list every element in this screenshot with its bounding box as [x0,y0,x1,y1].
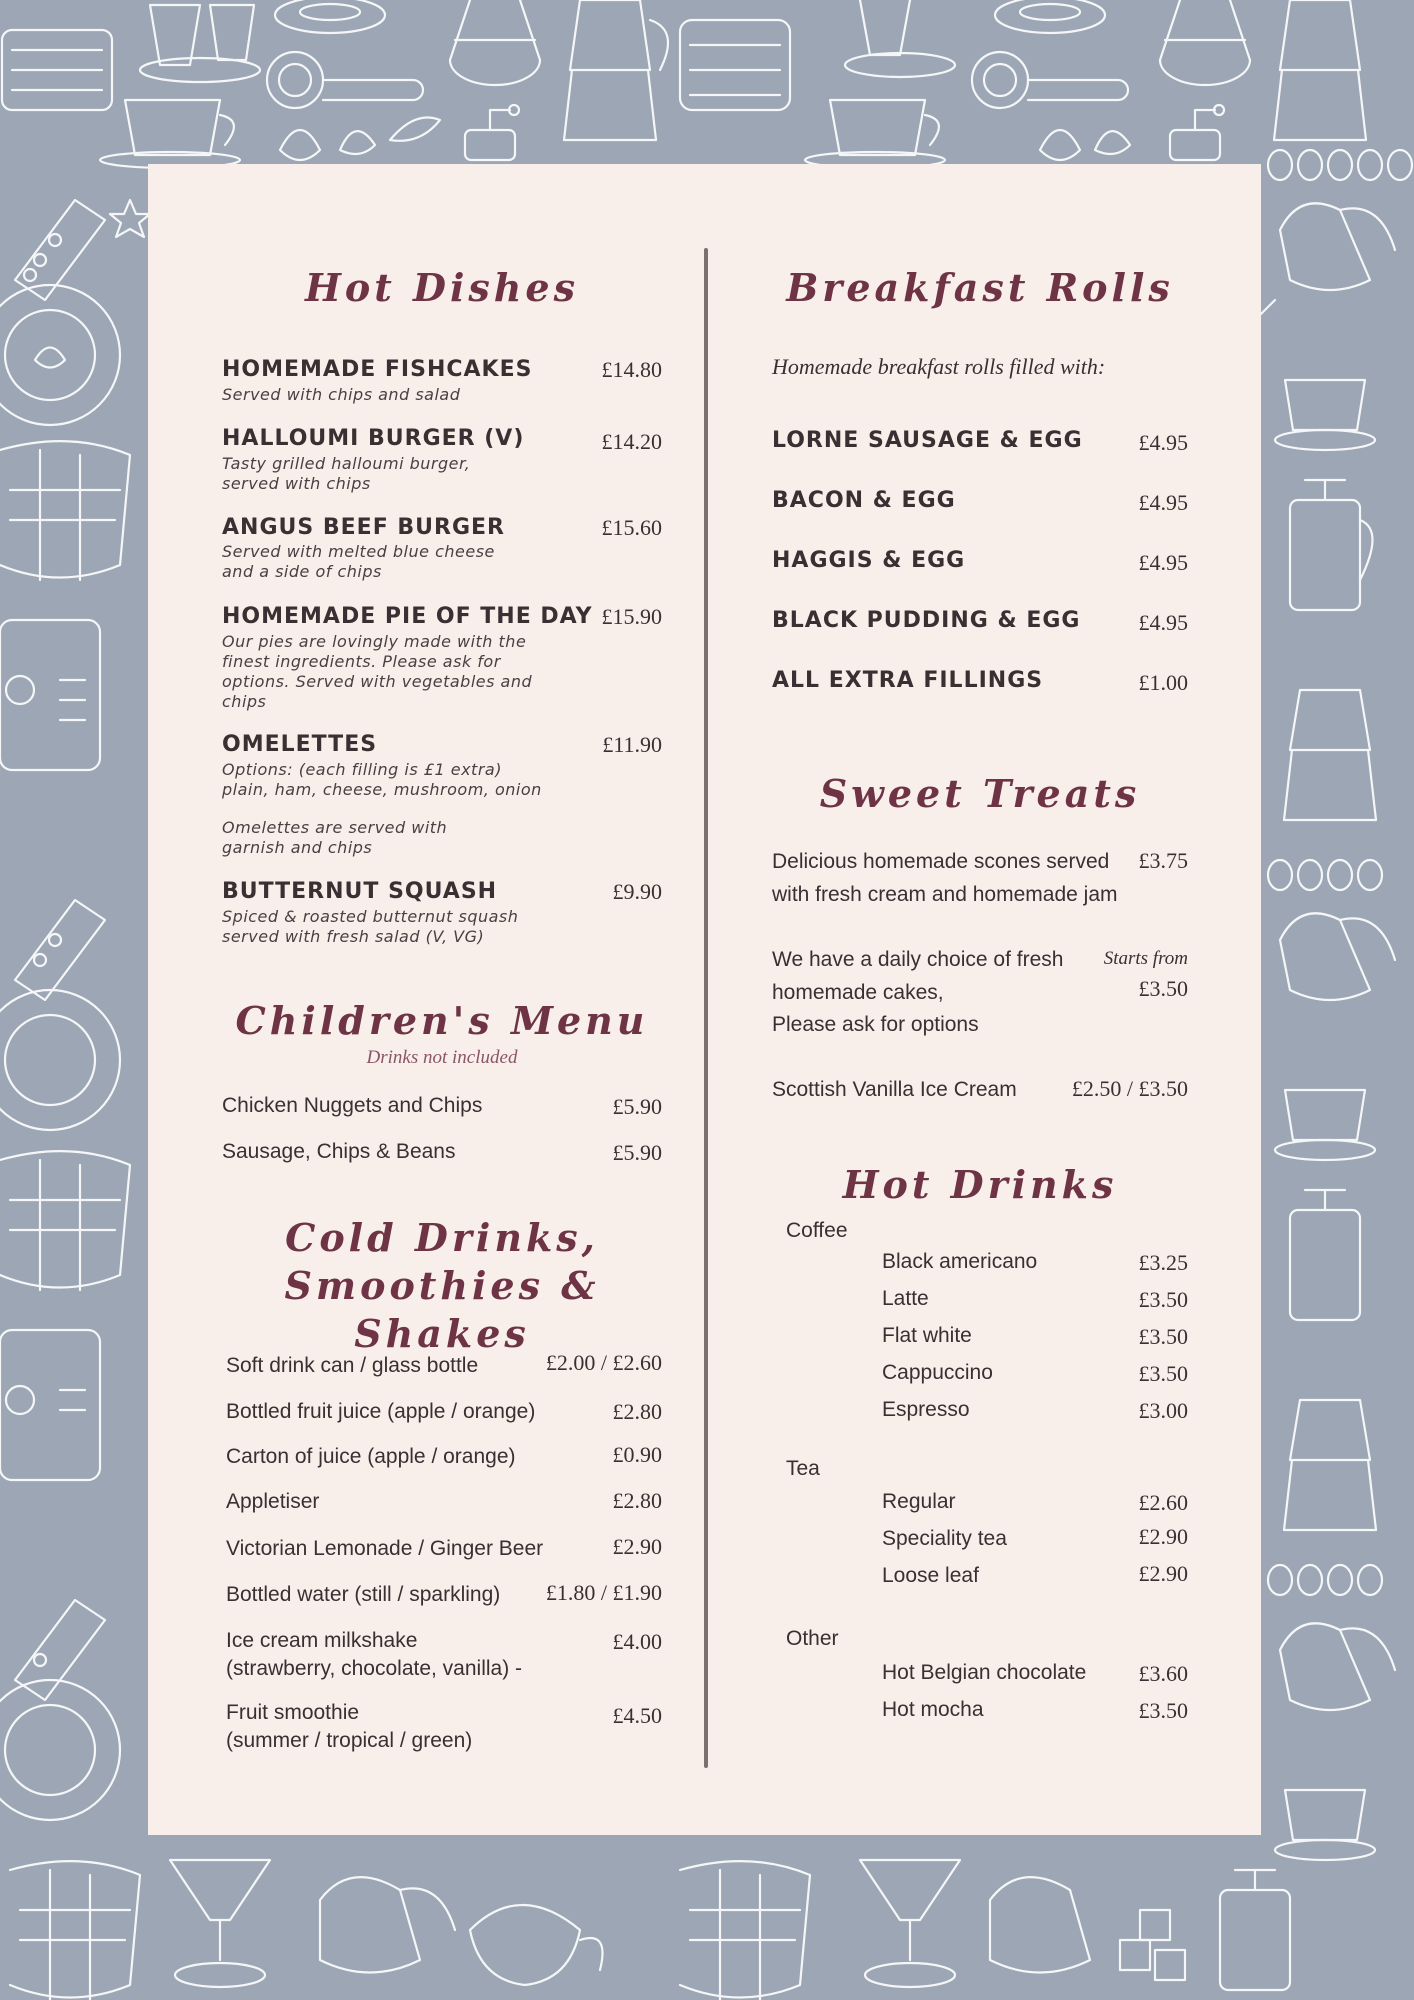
item-description: chips [222,692,267,711]
item-name: (summer / tropical / green) [226,1729,473,1752]
item-price: £4.50 [612,1703,662,1728]
item-price: £2.90 [1138,1561,1188,1586]
item-price: £3.60 [1138,1661,1188,1686]
item-name: BLACK PUDDING & EGG [772,608,1081,633]
item-price: £4.95 [1138,610,1188,635]
childrens-menu-heading: Children's Menu [235,998,649,1043]
item-name: Regular [882,1490,956,1513]
menu-card [148,164,1261,1835]
item-description: Tasty grilled halloumi burger, [222,454,471,473]
item-description: Served with chips and salad [222,385,461,404]
item-price: £2.90 [612,1534,662,1559]
item-name: Espresso [882,1398,970,1421]
breakfast-rolls-heading: Breakfast Rolls [786,265,1174,310]
item-description: Our pies are lovingly made with the [222,632,527,651]
item-name: ALL EXTRA FILLINGS [772,668,1044,693]
item-name: Carton of juice (apple / orange) [226,1445,516,1468]
breakfast-intro: Homemade breakfast rolls filled with: [772,354,1106,379]
item-price: £3.50 [1138,976,1188,1001]
item-description: We have a daily choice of fresh [772,948,1064,971]
item-description: and a side of chips [222,562,382,581]
tea-category: Tea [786,1457,820,1480]
item-price: £3.50 [1138,1287,1188,1312]
item-description: Spiced & roasted butternut squash [222,907,519,926]
item-price: £14.20 [601,429,662,454]
item-name: Bottled fruit juice (apple / orange) [226,1400,536,1423]
item-name: Black americano [882,1250,1038,1273]
item-price: £2.60 [1138,1490,1188,1515]
item-price: £5.90 [612,1094,662,1119]
item-description: homemade cakes, [772,981,944,1004]
item-price: £3.50 [1138,1361,1188,1386]
item-name: Flat white [882,1324,972,1347]
item-price: £1.80 / £1.90 [545,1580,662,1605]
item-name: Victorian Lemonade / Ginger Beer [226,1537,544,1560]
coffee-category: Coffee [786,1219,848,1242]
item-name: Speciality tea [882,1527,1007,1550]
hot-drinks-heading: Hot Drinks [842,1162,1118,1207]
cold-drinks-heading-line1: Cold Drinks, [285,1215,599,1260]
item-name: HAGGIS & EGG [772,548,966,573]
cold-drinks-heading-line2: Smoothies & Shakes [284,1263,600,1356]
item-price: £15.90 [601,604,662,629]
price-prefix: Starts from [1103,948,1188,969]
item-name: Scottish Vanilla Ice Cream [772,1078,1017,1101]
item-price: £3.50 [1138,1324,1188,1349]
item-price: £0.90 [612,1442,662,1467]
item-name: BUTTERNUT SQUASH [222,879,498,904]
item-price: £15.60 [601,515,662,540]
item-name: Loose leaf [882,1564,979,1587]
item-name: (strawberry, chocolate, vanilla) - [226,1657,523,1680]
item-price: £4.95 [1138,550,1188,575]
item-name: OMELETTES [222,732,378,757]
item-price: £3.50 [1138,1698,1188,1723]
item-description: finest ingredients. Please ask for [222,652,501,671]
item-price: £2.90 [1138,1524,1188,1549]
item-name: HOMEMADE FISHCAKES [222,357,533,382]
item-name: Latte [882,1287,929,1310]
item-price: £14.80 [601,357,662,382]
item-description: Please ask for options [772,1013,979,1036]
item-description: Served with melted blue cheese [222,542,495,561]
item-name: Fruit smoothie [226,1701,360,1724]
item-price: £3.00 [1138,1398,1188,1423]
item-name: ANGUS BEEF BURGER [222,515,505,540]
item-price: £11.90 [602,732,662,757]
item-description: garnish and chips [222,838,373,857]
item-name: Chicken Nuggets and Chips [222,1094,483,1117]
drinks-note: Drinks not included [366,1047,518,1068]
item-name: Cappuccino [882,1361,993,1384]
item-price: £4.00 [612,1629,662,1654]
item-name: HOMEMADE PIE OF THE DAY [222,604,593,629]
item-description: options. Served with vegetables and [222,672,533,691]
item-price: £1.00 [1138,670,1188,695]
item-description: plain, ham, cheese, mushroom, onion [222,780,542,799]
item-price: £4.95 [1138,490,1188,515]
item-description: Omelettes are served with [222,818,448,837]
item-name: Appletiser [226,1490,320,1513]
item-name: Bottled water (still / sparkling) [226,1583,501,1606]
item-name: Soft drink can / glass bottle [226,1354,479,1377]
item-price: £2.50 / £3.50 [1071,1076,1188,1101]
item-price: £9.90 [612,879,662,904]
item-description: served with chips [222,474,371,493]
column-divider [704,248,708,1768]
item-name: HALLOUMI BURGER (V) [222,426,525,451]
item-name: Hot Belgian chocolate [882,1661,1087,1684]
item-price: £3.25 [1138,1250,1188,1275]
item-description: with fresh cream and homemade jam [772,883,1118,906]
item-name: LORNE SAUSAGE & EGG [772,428,1083,453]
item-description: served with fresh salad (V, VG) [222,927,485,946]
item-price: £3.75 [1138,848,1188,873]
item-description: Options: (each filling is £1 extra) [222,760,502,779]
item-price: £2.00 / £2.60 [545,1350,662,1375]
item-description: Delicious homemade scones served [772,850,1110,873]
item-price: £2.80 [612,1399,662,1424]
item-name: Sausage, Chips & Beans [222,1140,456,1163]
item-price: £5.90 [612,1140,662,1165]
sweet-treats-heading: Sweet Treats [819,771,1141,816]
item-price: £4.95 [1138,430,1188,455]
item-name: Ice cream milkshake [226,1629,418,1652]
hot-dishes-heading: Hot Dishes [304,265,579,310]
item-price: £2.80 [612,1488,662,1513]
item-name: BACON & EGG [772,488,956,513]
other-category: Other [786,1627,839,1650]
item-name: Hot mocha [882,1698,984,1721]
